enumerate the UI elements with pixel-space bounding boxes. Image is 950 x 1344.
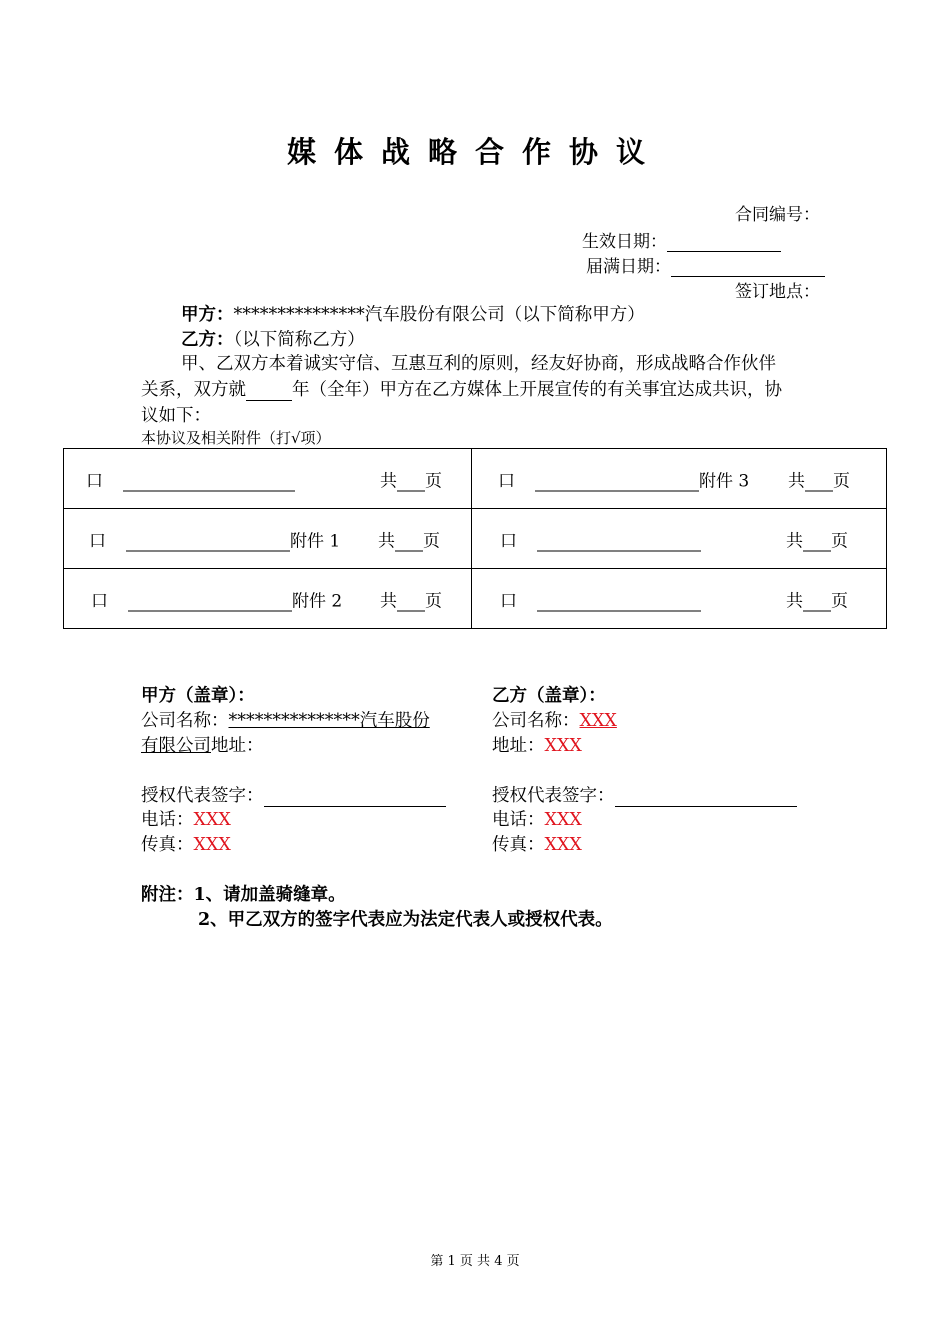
attachment-3-label: 附件 3 — [699, 471, 750, 491]
expiry-date — [586, 252, 825, 277]
page-footer: 第 1 页 共 4 页 — [430, 1254, 520, 1269]
attachment-name-blank[interactable] — [535, 474, 699, 491]
page-label: 页 — [425, 591, 442, 611]
total-label: 共 — [788, 471, 805, 491]
party-a-line — [181, 301, 645, 326]
party-b-fax-value: XXX — [544, 835, 582, 855]
party-b-phone-value: XXX — [544, 810, 582, 830]
party-b-address-value: XXX — [544, 736, 582, 756]
intro-line-2a: 关系，双方就 — [141, 380, 246, 400]
page-count-blank[interactable] — [803, 534, 831, 551]
total-label: 共 — [786, 591, 803, 611]
party-a-fax — [141, 831, 231, 856]
party-b-signature-blank[interactable] — [615, 788, 797, 807]
party-b-phone — [492, 806, 582, 831]
checkbox[interactable]: 口 — [86, 471, 103, 491]
expiry-date-blank[interactable] — [671, 258, 825, 277]
intro-line-3: 议如下： — [141, 406, 211, 426]
party-a-company-cont — [141, 732, 264, 757]
sign-place-label: 签订地点： — [735, 282, 820, 302]
party-a-fax-value: XXX — [193, 835, 231, 855]
page-label: 页 — [831, 531, 848, 551]
party-b-heading: 乙方（盖章）： — [492, 686, 606, 706]
table-row — [64, 449, 887, 509]
effective-date-blank[interactable] — [667, 233, 781, 252]
total-label: 共 — [378, 531, 395, 551]
attachments-table — [63, 448, 887, 629]
party-b-value: （以下简称乙方） — [233, 330, 365, 350]
note-1 — [141, 881, 346, 906]
party-b-company-label: 公司名称： — [492, 711, 580, 731]
notes-label: 附注： — [141, 885, 194, 905]
checkbox[interactable]: 口 — [91, 591, 108, 611]
intro-line-2 — [141, 376, 782, 401]
party-a-heading: 甲方（盖章）： — [141, 686, 255, 706]
note-1-text: 1、请加盖骑缝章。 — [193, 885, 346, 905]
attachment-2-label: 附件 2 — [292, 591, 343, 611]
attachment-1-label: 附件 1 — [290, 531, 341, 551]
page-label: 页 — [831, 591, 848, 611]
contract-number — [735, 200, 820, 225]
contract-number-label: 合同编号： — [735, 205, 820, 225]
attachment-cell — [64, 509, 472, 569]
total-label: 共 — [380, 471, 397, 491]
page-count-blank[interactable] — [805, 474, 833, 491]
party-a-label: 甲方： — [181, 305, 234, 325]
attachment-cell — [472, 569, 887, 629]
party-b-signature-label: 授权代表签字： — [492, 786, 615, 806]
party-a-value: ***************汽车股份有限公司（以下简称甲方） — [233, 305, 645, 325]
party-a-phone — [141, 806, 231, 831]
party-b-address — [492, 732, 582, 757]
page-count-blank[interactable] — [803, 594, 831, 611]
party-a-company-label: 公司名称： — [141, 711, 229, 731]
attachments-caption: 本协议及相关附件（打√项） — [141, 429, 331, 447]
page-label: 页 — [425, 471, 442, 491]
attachment-name-blank[interactable] — [537, 534, 701, 551]
party-b-address-label: 地址： — [492, 736, 545, 756]
year-blank[interactable] — [246, 382, 292, 401]
effective-date — [582, 227, 781, 252]
page-count-blank[interactable] — [397, 474, 425, 491]
page-label: 页 — [423, 531, 440, 551]
attachment-cell — [472, 509, 887, 569]
checkbox[interactable]: 口 — [89, 531, 106, 551]
note-2: 2、甲乙双方的签字代表应为法定代表人或授权代表。 — [198, 910, 613, 930]
party-a-signature-label: 授权代表签字： — [141, 786, 264, 806]
page-count-blank[interactable] — [395, 534, 423, 551]
attachment-cell — [472, 449, 887, 509]
attachment-name-blank[interactable] — [128, 594, 292, 611]
page-label: 页 — [833, 471, 850, 491]
attachment-cell — [64, 569, 472, 629]
party-a-company — [141, 707, 430, 732]
document-title: 媒体战略合作协议 — [286, 135, 663, 169]
party-b-fax — [492, 831, 582, 856]
party-a-address-label: 地址： — [211, 736, 264, 756]
party-a-phone-value: XXX — [193, 810, 231, 830]
party-b-company-value: XXX — [579, 711, 617, 731]
sign-place — [735, 277, 820, 302]
attachment-name-blank[interactable] — [126, 534, 290, 551]
party-b-line — [181, 326, 365, 351]
effective-date-label: 生效日期： — [582, 232, 667, 252]
party-a-phone-label: 电话： — [141, 810, 194, 830]
attachment-name-blank[interactable] — [537, 594, 701, 611]
party-b-signature — [492, 782, 797, 807]
checkbox[interactable]: 口 — [498, 471, 515, 491]
intro-line-2b: 年（全年）甲方在乙方媒体上开展宣传的有关事宜达成共识，协 — [292, 380, 782, 400]
intro-line-1: 甲、乙双方本着诚实守信、互惠互利的原则，经友好协商，形成战略合作伙伴 — [181, 354, 776, 374]
total-label: 共 — [380, 591, 397, 611]
expiry-date-label: 届满日期： — [586, 257, 671, 277]
checkbox[interactable]: 口 — [500, 531, 517, 551]
attachment-name-blank[interactable] — [123, 474, 295, 491]
table-row — [64, 509, 887, 569]
page-count-blank[interactable] — [397, 594, 425, 611]
attachment-cell — [64, 449, 472, 509]
party-b-label: 乙方： — [181, 330, 234, 350]
party-a-signature-blank[interactable] — [264, 788, 446, 807]
table-row — [64, 569, 887, 629]
party-a-company-value: ***************汽车股份 — [228, 711, 430, 731]
party-a-fax-label: 传真： — [141, 835, 194, 855]
checkbox[interactable]: 口 — [500, 591, 517, 611]
party-b-phone-label: 电话： — [492, 810, 545, 830]
party-b-company — [492, 707, 617, 732]
total-label: 共 — [786, 531, 803, 551]
party-b-fax-label: 传真： — [492, 835, 545, 855]
party-a-company-value-cont: 有限公司 — [141, 736, 211, 756]
party-a-signature — [141, 782, 446, 807]
